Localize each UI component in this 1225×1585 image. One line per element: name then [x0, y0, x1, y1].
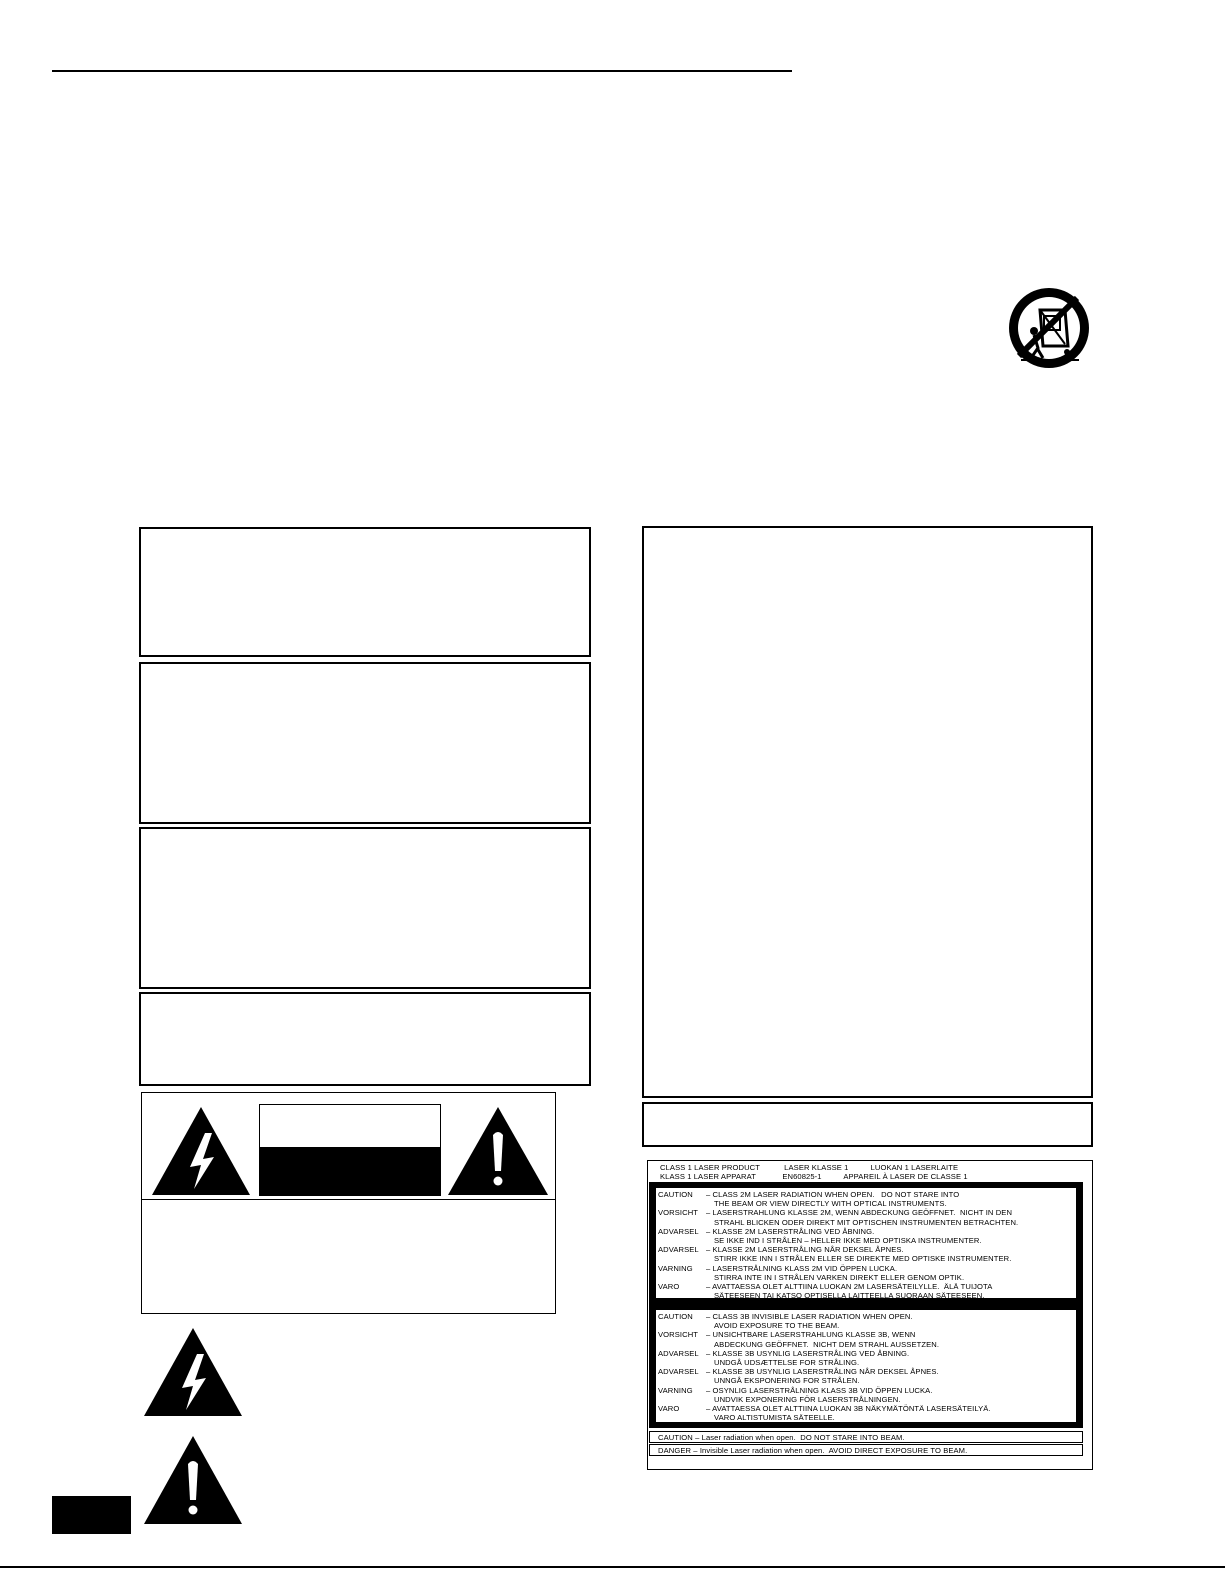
label-line-key: ADVARSEL: [658, 1348, 699, 1358]
label-header-row: KLASS 1 LASER APPARAT EN60825-1 APPAREIL À LASER DE CLASSE 1: [660, 1172, 968, 1182]
notice-box-2: [139, 662, 591, 824]
label-line-text: – KLASSE 3B USYNLIG LASERSTRÅLING NÅR DEKSEL ÅPNES.: [706, 1367, 939, 1377]
label-line-text: – AVATTAESSA OLET ALTTIINA LUOKAN 3B NÄKYMÄTÖNTÄ LASERSÄTEILYÄ.: [706, 1404, 991, 1413]
label-text-line: [658, 1349, 909, 1358]
danger-strip: DANGER – Invisible Laser radiation when open. AVOID DIRECT EXPOSURE TO BEAM.: [649, 1444, 1083, 1456]
label-text-line: [658, 1218, 1018, 1227]
label-line-key: VORSICHT: [658, 1330, 699, 1340]
label-line-text: – CLASS 2M LASER RADIATION WHEN OPEN. DO NOT STARE INTO: [706, 1190, 960, 1199]
label-text-line: [658, 1236, 982, 1245]
caution-badge: [259, 1104, 441, 1196]
label-line-text: UNDGÅ UDSÆTTELSE FOR STRÅLING.: [714, 1358, 860, 1367]
notice-box-4: [139, 992, 591, 1086]
label-line-key: CAUTION: [658, 1190, 693, 1199]
label-line-text: STRAHL BLICKEN ODER DIREKT MIT OPTISCHEN INSTRUMENTEN BETRACHTEN.: [714, 1217, 1019, 1227]
label-text-line: [658, 1254, 1011, 1263]
label-line-text: STIRR IKKE INN I STRÅLEN ELLER SE DIREKTE MED OPTISKE INSTRUMENTER.: [714, 1254, 1012, 1264]
label-line-text: – CLASS 3B INVISIBLE LASER RADIATION WHEN OPEN.: [706, 1312, 913, 1321]
label-text-line: [658, 1367, 939, 1376]
label-line-key: VARO: [658, 1404, 680, 1413]
footer-rule: [0, 1566, 1225, 1568]
label-text-line: [658, 1386, 933, 1395]
label-text-line: [658, 1291, 985, 1300]
label-line-text: THE BEAM OR VIEW DIRECTLY WITH OPTICAL INSTRUMENTS.: [714, 1199, 947, 1209]
cart-tip-over-warning-icon: [1007, 286, 1093, 372]
label-line-text: SÄTEESEEN TAI KATSO OPTISELLA LAITTEELLA SUORAAN SÄTEESEEN.: [714, 1291, 985, 1301]
card-divider: [142, 1199, 555, 1200]
label-text-line: [658, 1190, 959, 1199]
label-line-text: STIRRA INTE IN I STRÅLEN VARKEN DIREKT ELLER GENOM OPTIK.: [714, 1272, 965, 1282]
label-line-key: VARO: [658, 1282, 680, 1291]
label-line-text: – LASERSTRAHLUNG KLASSE 2M, WENN ABDECKUNG GEÖFFNET. NICHT IN DEN: [706, 1208, 1013, 1218]
label-text-line: [658, 1340, 939, 1349]
label-text-line: [658, 1312, 913, 1321]
label-line-key: CAUTION: [658, 1312, 693, 1321]
label-line-text: UNNGÅ EKSPONERING FOR STRÅLEN.: [714, 1376, 860, 1386]
exclamation-triangle-icon: [142, 1434, 244, 1526]
label-text-line: [658, 1282, 992, 1291]
label-line-text: – KLASSE 2M LASERSTRÅLING VED ÅBNING.: [706, 1226, 875, 1236]
label-text-line: [658, 1264, 897, 1273]
label-line-key: VORSICHT: [658, 1208, 699, 1218]
label-line-text: – AVATTAESSA OLET ALTTIINA LUOKAN 2M LASERSÄTEILYLLE. ÄLÄ TUIJOTA: [706, 1282, 993, 1291]
label-text-line: [658, 1330, 915, 1339]
label-line-text: – KLASSE 3B USYNLIG LASERSTRÅLING VED ÅBNING.: [706, 1348, 910, 1358]
label-line-key: VARNING: [658, 1263, 693, 1273]
label-header: [660, 1163, 1080, 1181]
label-line-key: VARNING: [658, 1385, 693, 1395]
caution-strip: CAUTION – Laser radiation when open. DO NOT STARE INTO BEAM.: [649, 1431, 1083, 1443]
notice-box-right-large: [642, 526, 1093, 1098]
page-number-tab: [52, 1496, 131, 1534]
label-line-text: UNDVIK EXPONERING FÖR LASERSTRÅLNINGEN.: [714, 1394, 901, 1404]
notice-box-right-small: [642, 1102, 1093, 1147]
label-line-text: VARO ALTISTUMISTA SÄTEELLE.: [714, 1413, 835, 1423]
label-line-key: ADVARSEL: [658, 1226, 699, 1236]
label-text-line: [658, 1227, 874, 1236]
label-header-row: CLASS 1 LASER PRODUCT LASER KLASSE 1 LUOKAN 1 LASERLAITE: [660, 1163, 959, 1172]
label-line-text: ABDECKUNG GEÖFFNET. NICHT DEM STRAHL AUSSETZEN.: [714, 1339, 940, 1349]
label-line-key: ADVARSEL: [658, 1367, 699, 1377]
label-line-key: ADVARSEL: [658, 1245, 699, 1255]
label-text-line: [658, 1376, 860, 1385]
label-line-text: – KLASSE 2M LASERSTRÅLING NÅR DEKSEL ÅPNES.: [706, 1245, 904, 1255]
label-text-line: [658, 1413, 835, 1422]
label-text-line: [658, 1321, 839, 1330]
notice-box-1: [139, 527, 591, 657]
label-text-line: [658, 1358, 859, 1367]
exclamation-triangle-icon: [446, 1105, 550, 1197]
label-text-line: [658, 1208, 1012, 1217]
label-line-text: – LASERSTRÅLNING KLASS 2M VID ÖPPEN LUCKA.: [706, 1263, 898, 1273]
header-rule: [52, 70, 792, 72]
label-line-text: – OSYNLIG LASERSTRÅLNING KLASS 3B VID ÖPPEN LUCKA.: [706, 1385, 933, 1395]
label-line-text: AVOID EXPOSURE TO THE BEAM.: [714, 1321, 840, 1331]
label-text-line: [658, 1404, 991, 1413]
label-line-text: – UNSICHTBARE LASERSTRAHLUNG KLASSE 3B, WENN: [706, 1330, 916, 1340]
shock-hazard-caution-card: [141, 1092, 556, 1314]
label-text-line: [658, 1245, 904, 1254]
label-text-line: [658, 1199, 947, 1208]
label-text-line: [658, 1395, 901, 1404]
lightning-triangle-icon: [150, 1105, 252, 1197]
lightning-triangle-icon: [142, 1326, 244, 1418]
label-line-text: SE IKKE IND I STRÅLEN – HELLER IKKE MED OPTISKA INSTRUMENTER.: [714, 1236, 982, 1245]
notice-box-3: [139, 827, 591, 989]
laser-warning-label: [647, 1160, 1093, 1470]
label-text-line: [658, 1273, 964, 1282]
